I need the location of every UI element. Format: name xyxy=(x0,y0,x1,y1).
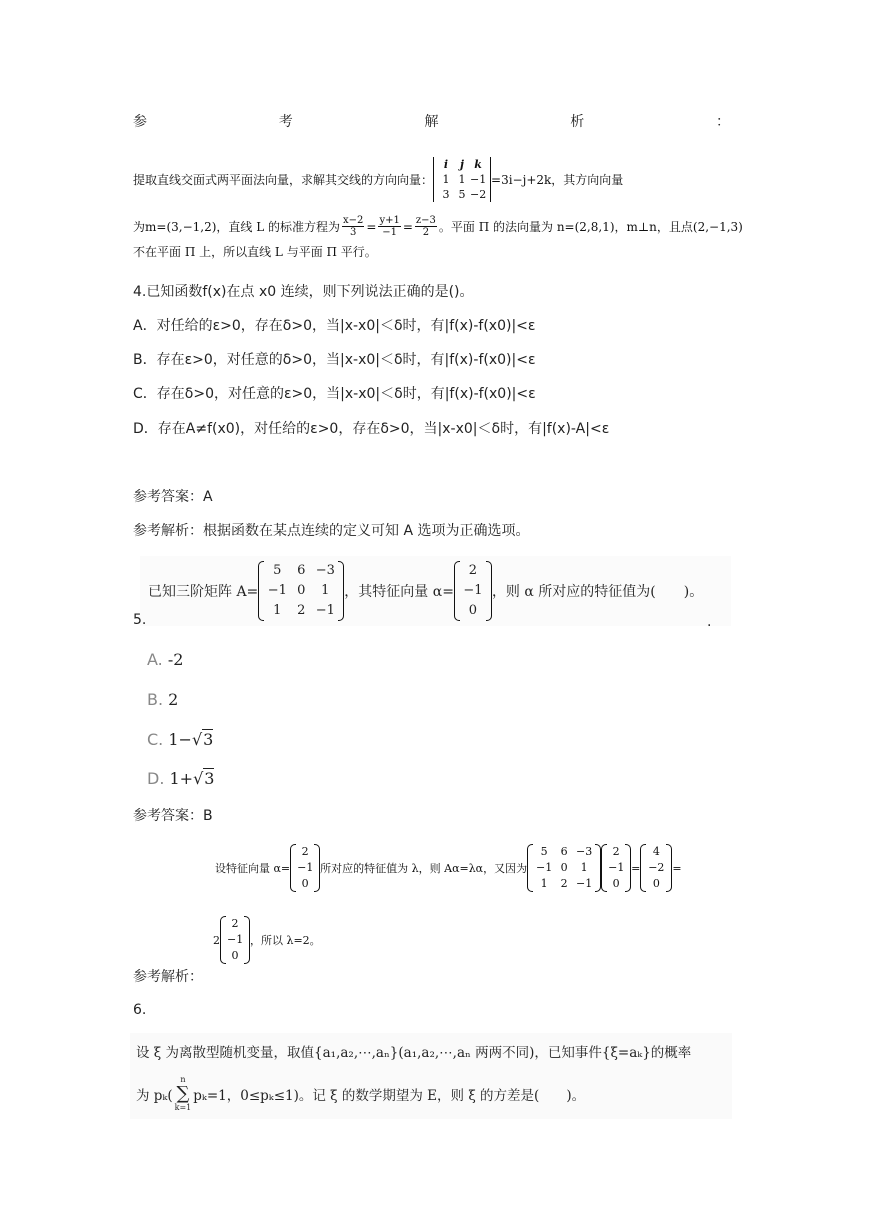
eigenvector: 2 −1 0 xyxy=(454,561,492,621)
q5-option-d: D. 1+√3 xyxy=(147,769,215,788)
q5-answer: 参考答案：B xyxy=(133,808,213,824)
header-char: 考 xyxy=(278,114,293,130)
q3-solution-image: 提取直线交面式两平面法向量，求解其交线的方向向量： i j k 1 1 −1 3 5 −2 =3i−j+2k，其方向向量 为 m=(3,−1,2)，直线 L 的标准方程为 $\frac{x-2}{3}$ = $\frac{y+1}{-1}$ = $\frac{z-3}{2}$ 。平面 Π 的法向量为 n=(2,8,1)，m⊥n，且点(2,−1,3) 不在平面 Π 上，所以直线 L 与平面 Π 平行。 xyxy=(133,158,743,259)
sol-matrix: 5 6 −3 −1 0 1 1 2 −1 xyxy=(527,844,601,892)
analysis-header xyxy=(133,112,730,132)
q3-line1-suffix: =3i−j+2k，其方向向量 xyxy=(491,173,624,187)
q6-number: 6. xyxy=(133,1002,147,1018)
q6-stem-image: 设 ξ 为离散型随机变量，取值{a₁,a₂,⋯,aₙ}(a₁,a₂,⋯,aₙ 两两不同)，已知事件{ξ=aₖ}的概率 为 pₖ( n ∑ k=1 pₖ=1，0≤pₖ≤1)。记 ξ 的数学期望为 E，则 ξ 的方差是( )。 xyxy=(130,1033,732,1119)
q4-option-c: C．存在δ>0，对任意的ε>0，当|x-x0|＜δ时，有|f(x)-f(x0)|<ε xyxy=(133,386,536,402)
q4-answer: 参考答案：A xyxy=(133,489,213,505)
q5-analysis-label: 参考解析： xyxy=(133,969,203,985)
q4-analysis: 参考解析：根据函数在某点连续的定义可知 A 选项为正确选项。 xyxy=(133,523,530,539)
fraction: $\frac{y+1}{-1}$ xyxy=(379,215,400,238)
q5-solution-image: 设特征向量 α= 2 −1 0 所对应的特征值为 λ，则 Aα=λα，又因为 5 6 −3 −1 0 1 1 2 −1 2 −1 0 = 4 −2 0 = 2 2 −1 0 ，所以 λ=2。 xyxy=(213,845,682,962)
q5-number: 5. xyxy=(133,612,147,628)
summation: n ∑ k=1 xyxy=(174,1075,192,1112)
sol-vector: 2 −1 0 xyxy=(601,844,631,892)
q3-line1-prefix: 提取直线交面式两平面法向量，求解其交线的方向向量： xyxy=(133,173,434,187)
q4-stem: 4.已知函数f(x)在点 x0 连续，则下列说法正确的是()。 xyxy=(133,284,474,300)
header-char: ： xyxy=(716,114,730,130)
sol-vector: 2 −1 0 xyxy=(220,916,250,964)
fraction: $\frac{x-2}{3}$ xyxy=(343,215,364,238)
q5-option-c: C. 1−√3 xyxy=(147,730,214,749)
header-char: 析 xyxy=(570,114,585,130)
q5-option-a: A. -2 xyxy=(147,650,184,669)
q5-trail-dot: . xyxy=(707,614,712,630)
header-char: 参 xyxy=(133,114,147,130)
q4-option-a: A．对任给的ε>0，存在δ>0，当|x-x0|＜δ时，有|f(x)-f(x0)|<ε xyxy=(133,318,536,334)
q4-option-b: B．存在ε>0，对任意的δ>0，当|x-x0|＜δ时，有|f(x)-f(x0)|<ε xyxy=(133,352,536,368)
q4-option-d: D．存在A≠f(x0)，对任给的ε>0，存在δ>0，当|x-x0|＜δ时，有|f(x)-A|<ε xyxy=(133,421,610,437)
fraction: $\frac{z-3}{2}$ xyxy=(415,215,436,238)
q3-line3: 不在平面 Π 上，所以直线 L 与平面 Π 平行。 xyxy=(133,245,377,259)
sol-result-vector: 4 −2 0 xyxy=(640,844,672,892)
matrix-a: 5 6 −3 −1 0 1 1 2 −1 xyxy=(258,561,344,621)
q5-stem-image: 已知三阶矩阵 A= 5 6 −3 −1 0 1 1 2 −1 ，其特征向量 α= 2 −1 0 ，则 α 所对应的特征值为( )。 xyxy=(140,556,731,626)
q6-line1: 设 ξ 为离散型随机变量，取值{a₁,a₂,⋯,aₙ}(a₁,a₂,⋯,aₙ 两两不同)，已知事件{ξ=aₖ}的概率 xyxy=(136,1045,692,1061)
q5-option-b: B. 2 xyxy=(147,690,179,709)
header-char: 解 xyxy=(424,114,439,130)
sol-vector: 2 −1 0 xyxy=(290,844,320,892)
determinant: i j k 1 1 −1 3 5 −2 xyxy=(433,157,491,202)
